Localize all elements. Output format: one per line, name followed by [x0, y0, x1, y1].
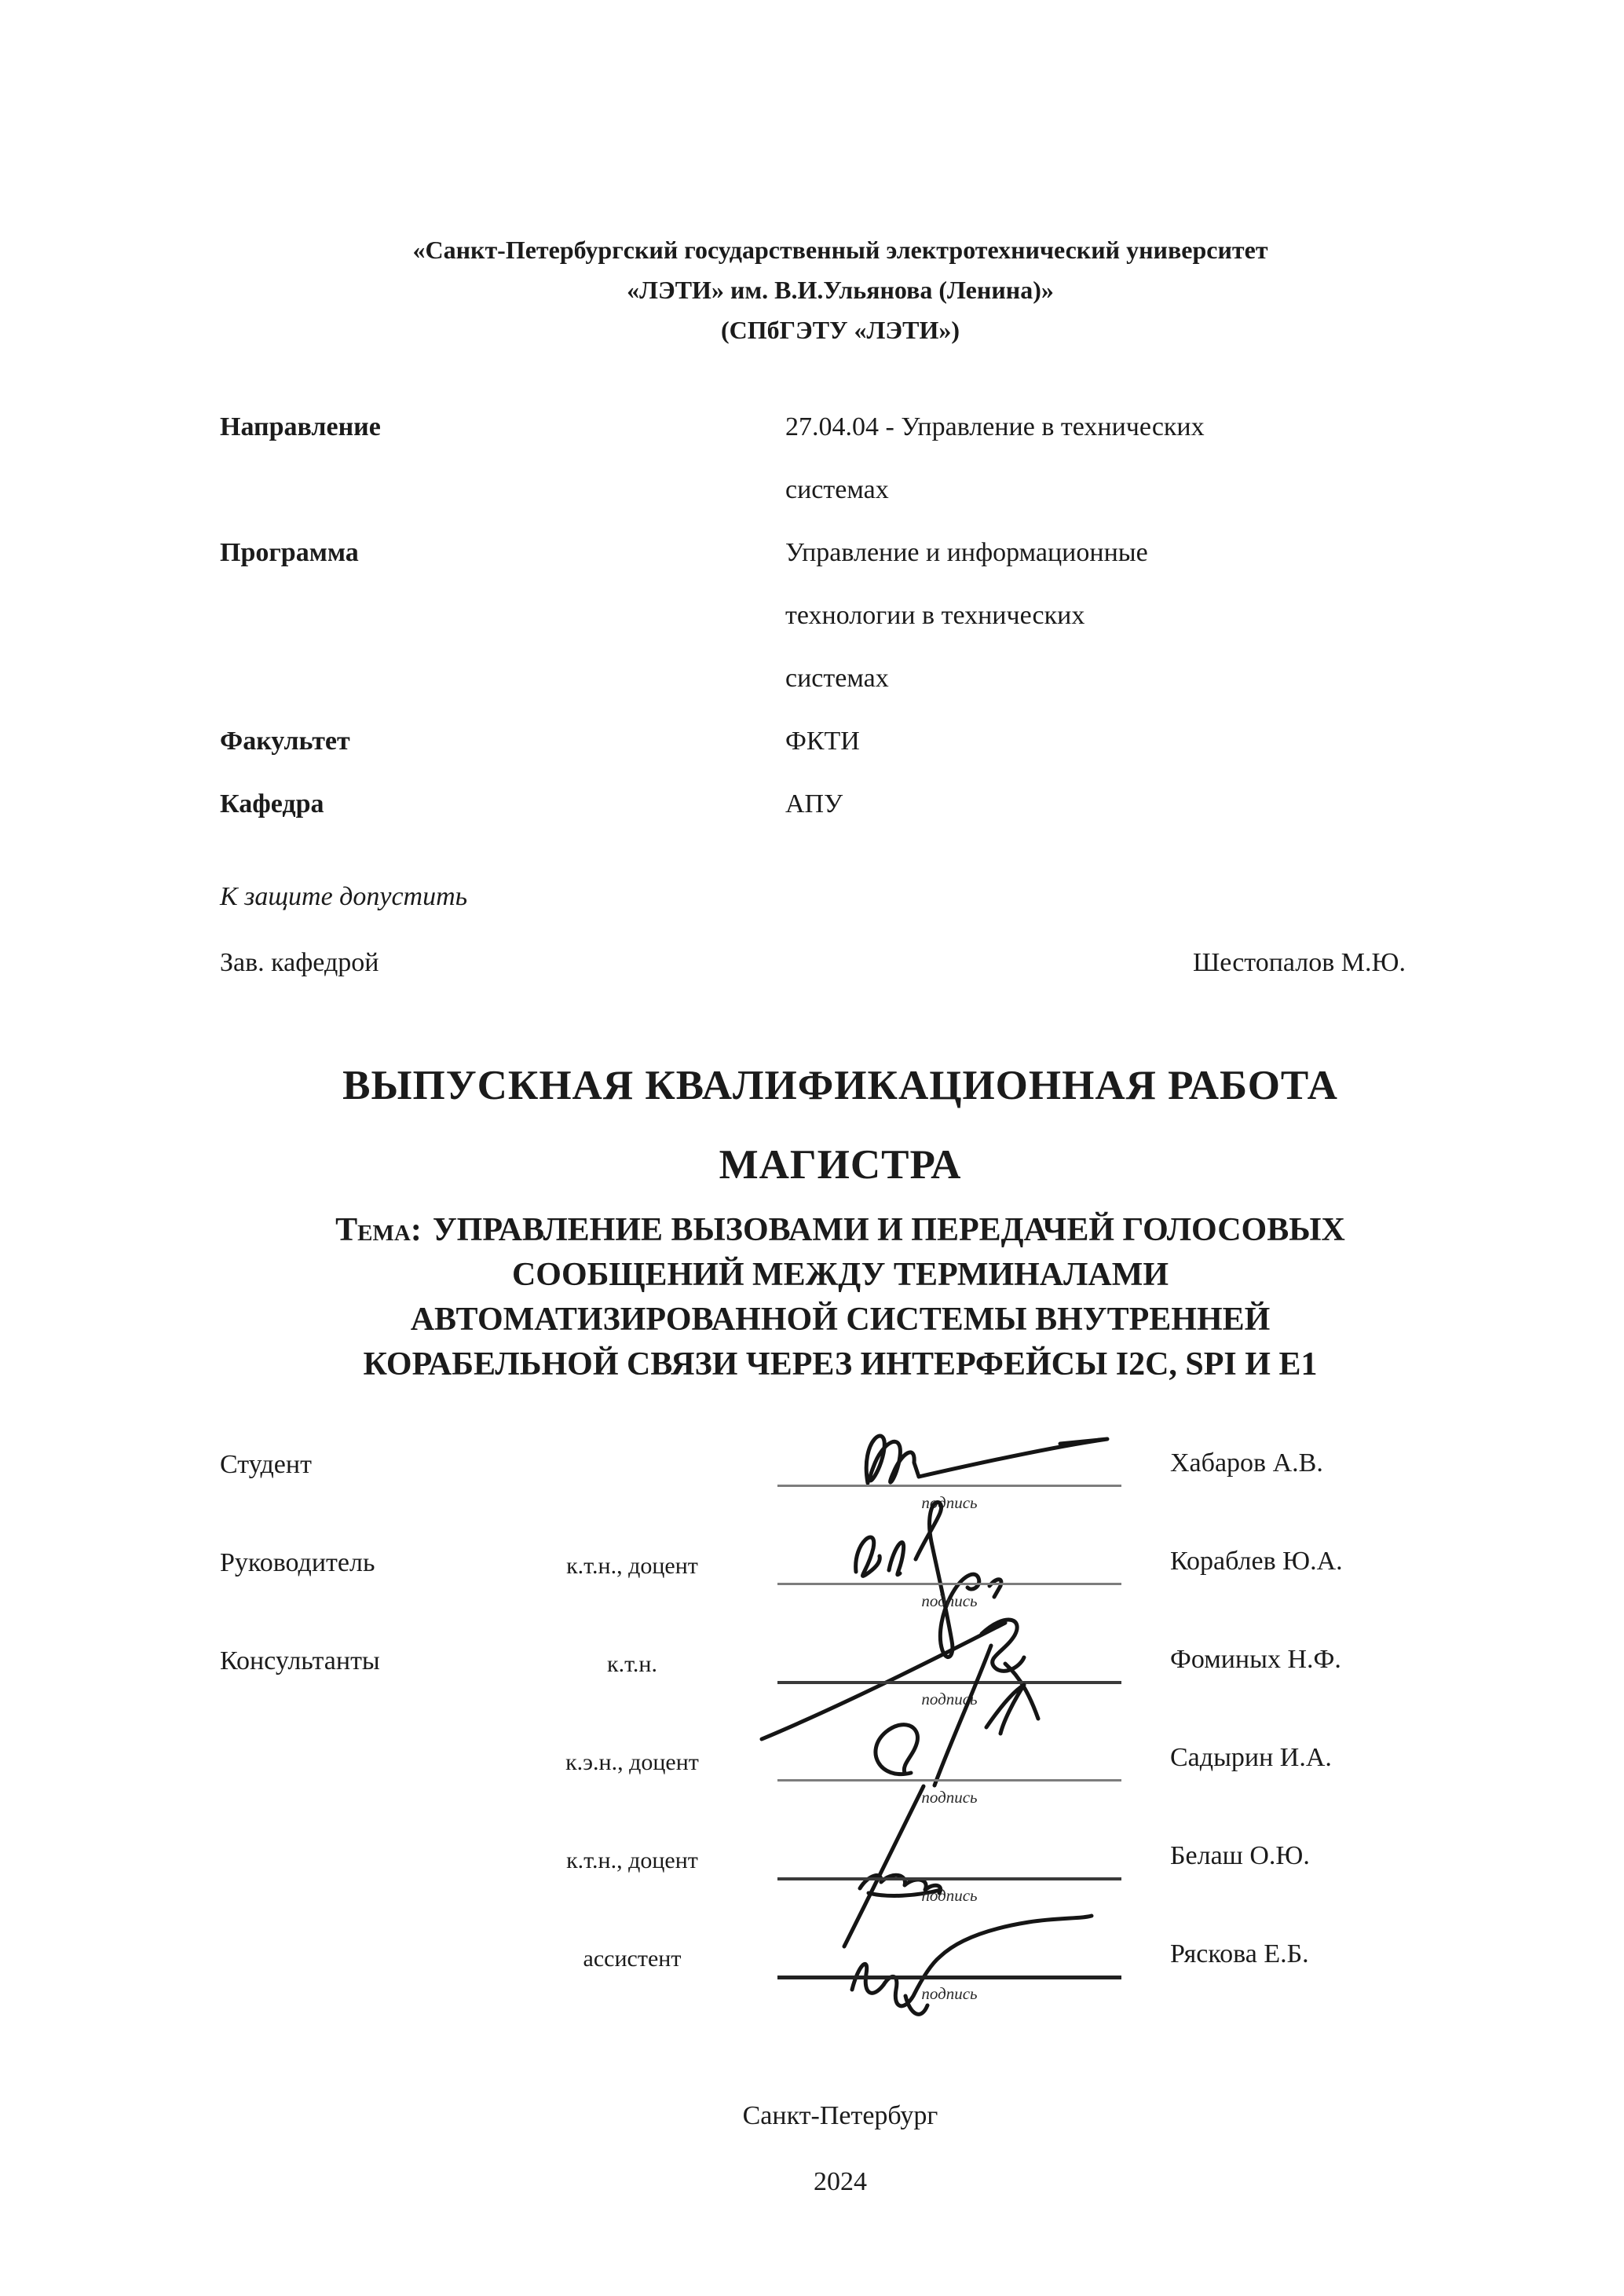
field-value-line: ФКТИ: [785, 727, 860, 756]
signature-degree: к.т.н.: [607, 1651, 657, 1677]
field-row-faculty: [220, 710, 1461, 773]
footer-year: 2024: [814, 2167, 867, 2196]
theme-line: АВТОМАТИЗИРОВАННОЙ СИСТЕМЫ ВНУТРЕННЕЙ: [410, 1302, 1271, 1338]
signature-line: [777, 1779, 1121, 1782]
field-row-direction: [220, 396, 1461, 522]
signature-line: [777, 1976, 1121, 1979]
signature-name: Белаш О.Ю.: [1170, 1841, 1310, 1870]
field-value-line: Управление и информационные: [785, 538, 1148, 567]
theme-line: КОРАБЕЛЬНОЙ СВЯЗИ ЧЕРЕЗ ИНТЕРФЕЙСЫ I2C, SPI И Е1: [363, 1346, 1318, 1382]
theme-text: УПРАВЛЕНИЕ ВЫЗОВАМИ И ПЕРЕДАЧЕЙ ГОЛОСОВЫХ: [432, 1212, 1345, 1248]
field-value-line: технологии в технических: [785, 601, 1085, 630]
field-value: [785, 710, 860, 773]
university-header-line: «ЛЭТИ» им. В.И.Ульянова (Ленина)»: [627, 276, 1054, 304]
signature-role: Консультанты: [220, 1646, 380, 1675]
signature-name: Ряскова Е.Б.: [1170, 1939, 1309, 1968]
signature-line: [777, 1877, 1121, 1880]
field-row-program: [220, 522, 1461, 710]
admission-note: К защите допустить: [220, 882, 468, 911]
signature-line: [777, 1485, 1121, 1487]
signature-row-consultant-3: [220, 1836, 1461, 1935]
signature-caption: подпись: [921, 1984, 978, 2003]
field-value: [785, 773, 843, 836]
head-of-department-label: Зав. кафедрой: [220, 948, 379, 977]
work-title-line: ВЫПУСКНАЯ КВАЛИФИКАЦИОННАЯ РАБОТА: [342, 1063, 1338, 1108]
field-row-department: [220, 773, 1461, 836]
field-value-line: системах: [785, 475, 889, 504]
signature-line: [777, 1583, 1121, 1585]
footer-city: Санкт-Петербург: [742, 2101, 938, 2130]
university-header-line: «Санкт-Петербургский государственный электротехнический университет: [412, 236, 1268, 264]
signature-caption: подпись: [921, 1591, 978, 1610]
signature-row-consultant-1: [220, 1640, 1461, 1738]
field-value-line: 27.04.04 - Управление в технических: [785, 412, 1205, 441]
footer: [220, 2083, 1461, 2215]
signature-caption: подпись: [921, 1690, 978, 1708]
field-label: Факультет: [220, 727, 350, 756]
field-label: Программа: [220, 538, 359, 567]
signature-degree: к.э.н., доцент: [565, 1749, 699, 1775]
work-title: [220, 1046, 1461, 1205]
university-header: [220, 230, 1461, 350]
signature-caption: подпись: [921, 1886, 978, 1905]
field-value-line: системах: [785, 664, 889, 693]
theme-line: [188, 1208, 1492, 1253]
signature-row-student: [220, 1444, 1461, 1542]
signature-line: [777, 1681, 1121, 1684]
signature-name: Садырин И.А.: [1170, 1743, 1332, 1772]
field-label: Направление: [220, 412, 381, 441]
signature-role: Руководитель: [220, 1548, 375, 1577]
signature-caption: подпись: [921, 1493, 978, 1512]
signature-degree: к.т.н., доцент: [566, 1553, 698, 1579]
theme-line: СООБЩЕНИЙ МЕЖДУ ТЕРМИНАЛАМИ: [511, 1257, 1169, 1293]
field-value: [785, 522, 1148, 710]
signature-row-supervisor: [220, 1542, 1461, 1640]
field-label: Кафедра: [220, 789, 324, 818]
signature-name: Кораблев Ю.А.: [1170, 1547, 1343, 1576]
signature-row-consultant-2: [220, 1738, 1461, 1836]
signature-degree: к.т.н., доцент: [566, 1847, 698, 1873]
signature-degree: ассистент: [583, 1946, 682, 1972]
work-title-line: МАГИСТРА: [719, 1142, 962, 1188]
admission-block: [220, 864, 1406, 996]
signature-name: Хабаров А.В.: [1170, 1448, 1323, 1478]
university-header-line: (СПбГЭТУ «ЛЭТИ»): [721, 316, 960, 344]
head-of-department-name: Шестопалов М.Ю.: [1192, 948, 1406, 977]
signature-caption: подпись: [921, 1788, 978, 1807]
signature-role: Студент: [220, 1450, 312, 1479]
signature-table: [220, 1444, 1461, 2033]
signature-row-consultant-4: [220, 1935, 1461, 2033]
field-value: [785, 396, 1205, 522]
theme-label: Тема:: [335, 1212, 422, 1248]
theme-block: [188, 1208, 1492, 1387]
signature-name: Фоминых Н.Ф.: [1170, 1645, 1341, 1674]
field-value-line: АПУ: [785, 789, 843, 818]
program-fields: [220, 396, 1461, 836]
admission-row: [220, 930, 1406, 996]
